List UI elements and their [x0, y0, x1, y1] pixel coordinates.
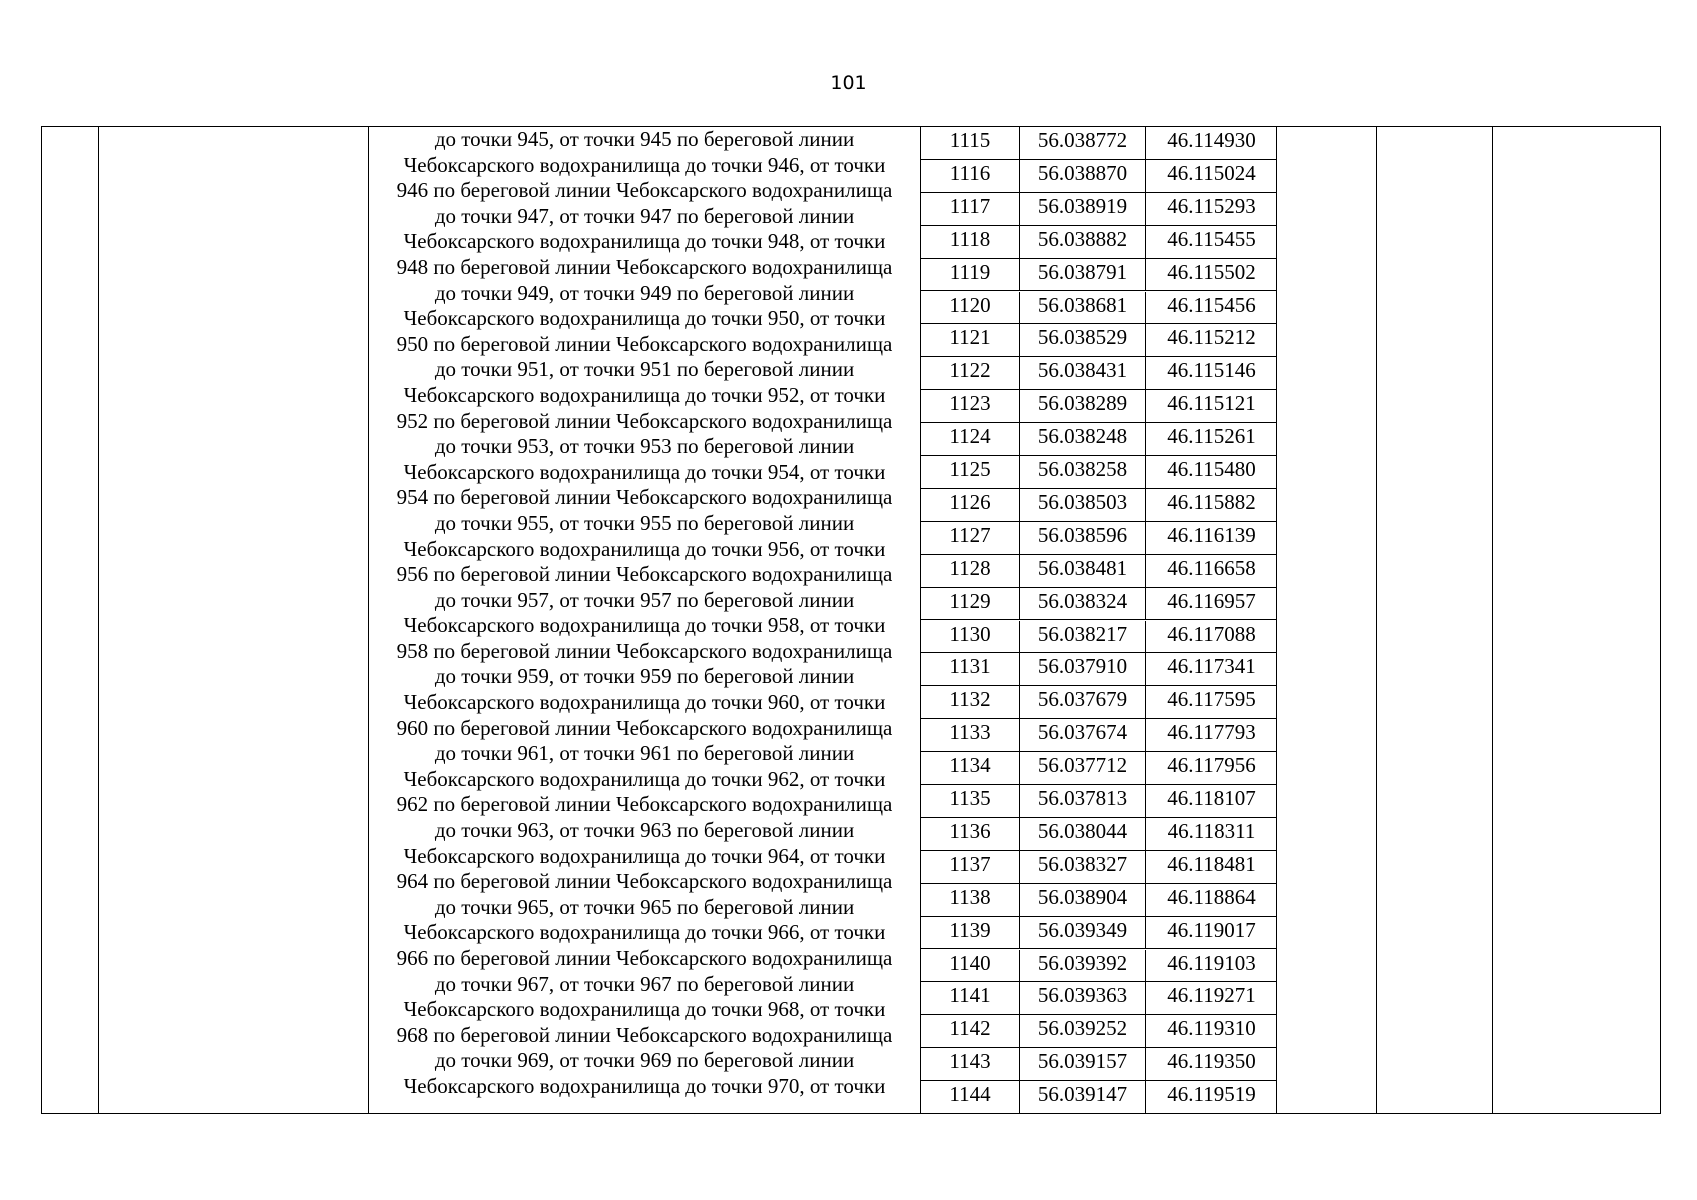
- description-line: 964 по береговой линии Чебоксарского водохранилища: [396, 869, 893, 894]
- coordinate-row: [921, 1081, 1277, 1114]
- latitude-cell: 56.037679: [1020, 686, 1146, 718]
- coordinate-row: [921, 785, 1277, 818]
- coordinate-row: [921, 1015, 1277, 1048]
- description-line: Чебоксарского водохранилища до точки 960, от точки: [403, 690, 886, 715]
- column-empty-3: [1493, 127, 1660, 1113]
- point-number-cell: 1123: [921, 390, 1020, 422]
- description-line: 954 по береговой линии Чебоксарского водохранилища: [396, 485, 893, 510]
- point-number-cell: 1117: [921, 193, 1020, 225]
- column-index: [42, 127, 99, 1113]
- latitude-cell: 56.038870: [1020, 160, 1146, 192]
- coordinate-row: [921, 588, 1277, 621]
- longitude-cell: 46.117956: [1167, 753, 1256, 778]
- coordinate-row: [921, 456, 1277, 489]
- latitude-cell: 56.038596: [1020, 522, 1146, 554]
- point-number-cell: 1125: [921, 456, 1020, 488]
- description-line: Чебоксарского водохранилища до точки 952, от точки: [403, 382, 886, 407]
- longitude-cell: 46.114930: [1167, 128, 1256, 152]
- coordinate-row: [921, 851, 1277, 884]
- longitude-cell: 46.115293: [1167, 193, 1256, 218]
- description-line: 968 по береговой линии Чебоксарского водохранилища: [396, 1022, 893, 1047]
- description-line: Чебоксарского водохранилища до точки 954, от точки: [403, 459, 886, 484]
- coordinate-row: [921, 423, 1277, 456]
- coordinate-row: [921, 390, 1277, 423]
- description-line: 952 по береговой линии Чебоксарского водохранилища: [396, 408, 893, 433]
- point-number-cell: 1139: [921, 917, 1020, 949]
- longitude-cell: 46.119103: [1167, 950, 1256, 975]
- longitude-cell: 46.115146: [1167, 358, 1256, 383]
- longitude-cell: 46.119017: [1167, 917, 1256, 942]
- column-boundary-description: [369, 127, 921, 1113]
- coordinate-row: [921, 292, 1277, 325]
- coordinate-row: [921, 982, 1277, 1015]
- point-number-cell: 1115: [921, 127, 1020, 159]
- longitude-cell: 46.115480: [1167, 457, 1256, 481]
- point-number-cell: 1127: [921, 522, 1020, 554]
- longitude-cell: 46.115024: [1167, 160, 1256, 185]
- latitude-cell: 56.038791: [1020, 259, 1146, 291]
- point-number-cell: 1133: [921, 719, 1020, 751]
- description-line: Чебоксарского водохранилища до точки 950, от точки: [403, 306, 886, 331]
- description-line: Чебоксарского водохранилища до точки 968, от точки: [403, 997, 886, 1022]
- description-line: до точки 947, от точки 947 по береговой линии: [434, 203, 855, 228]
- point-number-cell: 1136: [921, 818, 1020, 850]
- point-number-cell: 1129: [921, 588, 1020, 620]
- latitude-cell: 56.038503: [1020, 489, 1146, 521]
- column-name: [99, 127, 369, 1113]
- longitude-cell: 46.119271: [1167, 983, 1256, 1008]
- coordinate-row: [921, 193, 1277, 226]
- point-number-cell: 1122: [921, 357, 1020, 389]
- latitude-cell: 56.038431: [1020, 357, 1146, 389]
- longitude-cell: 46.115502: [1167, 259, 1256, 284]
- description-line: до точки 949, от точки 949 по береговой линии: [434, 280, 855, 305]
- latitude-cell: 56.038327: [1020, 851, 1146, 883]
- description-line: до точки 951, от точки 951 по береговой линии: [434, 357, 855, 382]
- longitude-cell: 46.115455: [1167, 226, 1256, 251]
- coordinate-row: [921, 950, 1277, 983]
- point-number-cell: 1121: [921, 324, 1020, 356]
- coordinate-row: [921, 752, 1277, 785]
- coordinate-row: [921, 686, 1277, 719]
- longitude-cell: 46.115882: [1167, 489, 1256, 514]
- point-number-cell: 1144: [921, 1081, 1020, 1114]
- latitude-cell: 56.038681: [1020, 292, 1146, 324]
- longitude-cell: 46.117341: [1167, 654, 1256, 679]
- description-line: 966 по береговой линии Чебоксарского водохранилища: [396, 946, 893, 970]
- column-coordinates: [921, 127, 1277, 1113]
- longitude-cell: 46.118311: [1167, 818, 1256, 843]
- latitude-cell: 56.038529: [1020, 324, 1146, 356]
- description-line: Чебоксарского водохранилища до точки 956, от точки: [403, 536, 886, 561]
- latitude-cell: 56.038481: [1020, 555, 1146, 587]
- description-line: Чебоксарского водохранилища до точки 966, от точки: [403, 920, 886, 945]
- longitude-cell: 46.116658: [1167, 555, 1256, 580]
- coordinate-row: [921, 917, 1277, 950]
- description-line: Чебоксарского водохранилища до точки 958, от точки: [403, 613, 886, 638]
- point-number-cell: 1130: [921, 621, 1020, 653]
- column-empty-2: [1377, 127, 1493, 1113]
- latitude-cell: 56.038217: [1020, 621, 1146, 653]
- latitude-cell: 56.037712: [1020, 752, 1146, 784]
- description-line: до точки 969, от точки 969 по береговой линии: [434, 1048, 855, 1073]
- longitude-cell: 46.115212: [1167, 325, 1256, 350]
- description-line: 956 по береговой линии Чебоксарского водохранилища: [396, 562, 893, 587]
- latitude-cell: 56.038248: [1020, 423, 1146, 455]
- description-line: до точки 961, от точки 961 по береговой линии: [434, 741, 855, 766]
- point-number-cell: 1135: [921, 785, 1020, 817]
- description-line: до точки 959, от точки 959 по береговой линии: [434, 664, 855, 689]
- longitude-cell: 46.117595: [1167, 687, 1256, 712]
- latitude-cell: 56.038289: [1020, 390, 1146, 422]
- point-number-cell: 1128: [921, 555, 1020, 587]
- longitude-cell: 46.119519: [1167, 1082, 1256, 1107]
- point-number-cell: 1124: [921, 423, 1020, 455]
- coordinate-row: [921, 489, 1277, 522]
- longitude-cell: 46.119350: [1167, 1049, 1256, 1074]
- latitude-cell: 56.038044: [1020, 818, 1146, 850]
- latitude-cell: 56.039157: [1020, 1048, 1146, 1080]
- longitude-cell: 46.117088: [1167, 621, 1256, 646]
- boundary-table: [41, 126, 1661, 1114]
- latitude-cell: 56.038904: [1020, 884, 1146, 916]
- description-line: Чебоксарского водохранилища до точки 962, от точки: [403, 766, 886, 791]
- column-empty-1: [1277, 127, 1377, 1113]
- coordinate-row: [921, 719, 1277, 752]
- point-number-cell: 1126: [921, 489, 1020, 521]
- coordinate-row: [921, 259, 1277, 292]
- description-line: Чебоксарского водохранилища до точки 948, от точки: [403, 229, 886, 254]
- point-number-cell: 1141: [921, 982, 1020, 1014]
- longitude-cell: 46.118107: [1167, 786, 1256, 810]
- point-number-cell: 1134: [921, 752, 1020, 784]
- point-number-cell: 1137: [921, 851, 1020, 883]
- latitude-cell: 56.038258: [1020, 456, 1146, 488]
- coordinate-row: [921, 1048, 1277, 1081]
- coordinate-row: [921, 884, 1277, 917]
- description-line: Чебоксарского водохранилища до точки 964, от точки: [403, 843, 886, 868]
- description-line: 950 по береговой линии Чебоксарского водохранилища: [396, 331, 893, 356]
- description-line: Чебоксарского водохранилища до точки 970, от точки: [403, 1073, 886, 1098]
- point-number-cell: 1132: [921, 686, 1020, 718]
- coordinate-row: [921, 226, 1277, 259]
- longitude-cell: 46.116957: [1167, 588, 1256, 613]
- coordinate-row: [921, 357, 1277, 390]
- coordinate-row: [921, 127, 1277, 160]
- latitude-cell: 56.037813: [1020, 785, 1146, 817]
- latitude-cell: 56.039147: [1020, 1081, 1146, 1114]
- latitude-cell: 56.039349: [1020, 917, 1146, 949]
- point-number-cell: 1119: [921, 259, 1020, 291]
- latitude-cell: 56.039363: [1020, 982, 1146, 1014]
- longitude-cell: 46.118864: [1167, 884, 1256, 909]
- coordinate-row: [921, 818, 1277, 851]
- longitude-cell: 46.116139: [1167, 522, 1256, 547]
- description-line: до точки 967, от точки 967 по береговой линии: [434, 971, 855, 996]
- point-number-cell: 1140: [921, 950, 1020, 982]
- description-line: до точки 955, от точки 955 по береговой линии: [434, 510, 855, 535]
- longitude-cell: 46.115456: [1167, 292, 1256, 317]
- point-number-cell: 1131: [921, 653, 1020, 685]
- latitude-cell: 56.038772: [1020, 127, 1146, 159]
- latitude-cell: 56.037910: [1020, 653, 1146, 685]
- coordinate-row: [921, 160, 1277, 193]
- description-line: до точки 953, от точки 953 по береговой линии: [434, 434, 855, 459]
- point-number-cell: 1142: [921, 1015, 1020, 1047]
- description-line: до точки 963, от точки 963 по береговой линии: [434, 818, 855, 843]
- description-line: 948 по береговой линии Чебоксарского водохранилища: [396, 254, 893, 279]
- point-number-cell: 1120: [921, 292, 1020, 324]
- longitude-cell: 46.115261: [1167, 424, 1256, 449]
- coordinate-row: [921, 621, 1277, 654]
- coordinate-row: [921, 324, 1277, 357]
- description-line: до точки 965, от точки 965 по береговой линии: [434, 894, 855, 919]
- page-number: 101: [830, 72, 867, 94]
- description-line: до точки 945, от точки 945 по береговой линии: [434, 127, 855, 151]
- coordinate-row: [921, 555, 1277, 588]
- point-number-cell: 1138: [921, 884, 1020, 916]
- point-number-cell: 1143: [921, 1048, 1020, 1080]
- longitude-cell: 46.119310: [1167, 1016, 1256, 1041]
- longitude-cell: 46.117793: [1167, 720, 1256, 745]
- coordinate-row: [921, 522, 1277, 555]
- latitude-cell: 56.038324: [1020, 588, 1146, 620]
- latitude-cell: 56.039252: [1020, 1015, 1146, 1047]
- description-line: 962 по береговой линии Чебоксарского водохранилища: [396, 792, 893, 817]
- description-line: 946 по береговой линии Чебоксарского водохранилища: [396, 178, 893, 203]
- description-line: до точки 957, от точки 957 по береговой линии: [434, 587, 855, 612]
- longitude-cell: 46.115121: [1167, 391, 1256, 416]
- latitude-cell: 56.039392: [1020, 950, 1146, 982]
- latitude-cell: 56.038919: [1020, 193, 1146, 225]
- latitude-cell: 56.038882: [1020, 226, 1146, 258]
- description-line: Чебоксарского водохранилища до точки 946, от точки: [403, 152, 886, 177]
- longitude-cell: 46.118481: [1167, 851, 1256, 876]
- coordinate-row: [921, 653, 1277, 686]
- description-line: 960 по береговой линии Чебоксарского водохранилища: [396, 715, 893, 740]
- description-line: 958 по береговой линии Чебоксарского водохранилища: [396, 638, 893, 663]
- latitude-cell: 56.037674: [1020, 719, 1146, 751]
- point-number-cell: 1118: [921, 226, 1020, 258]
- point-number-cell: 1116: [921, 160, 1020, 192]
